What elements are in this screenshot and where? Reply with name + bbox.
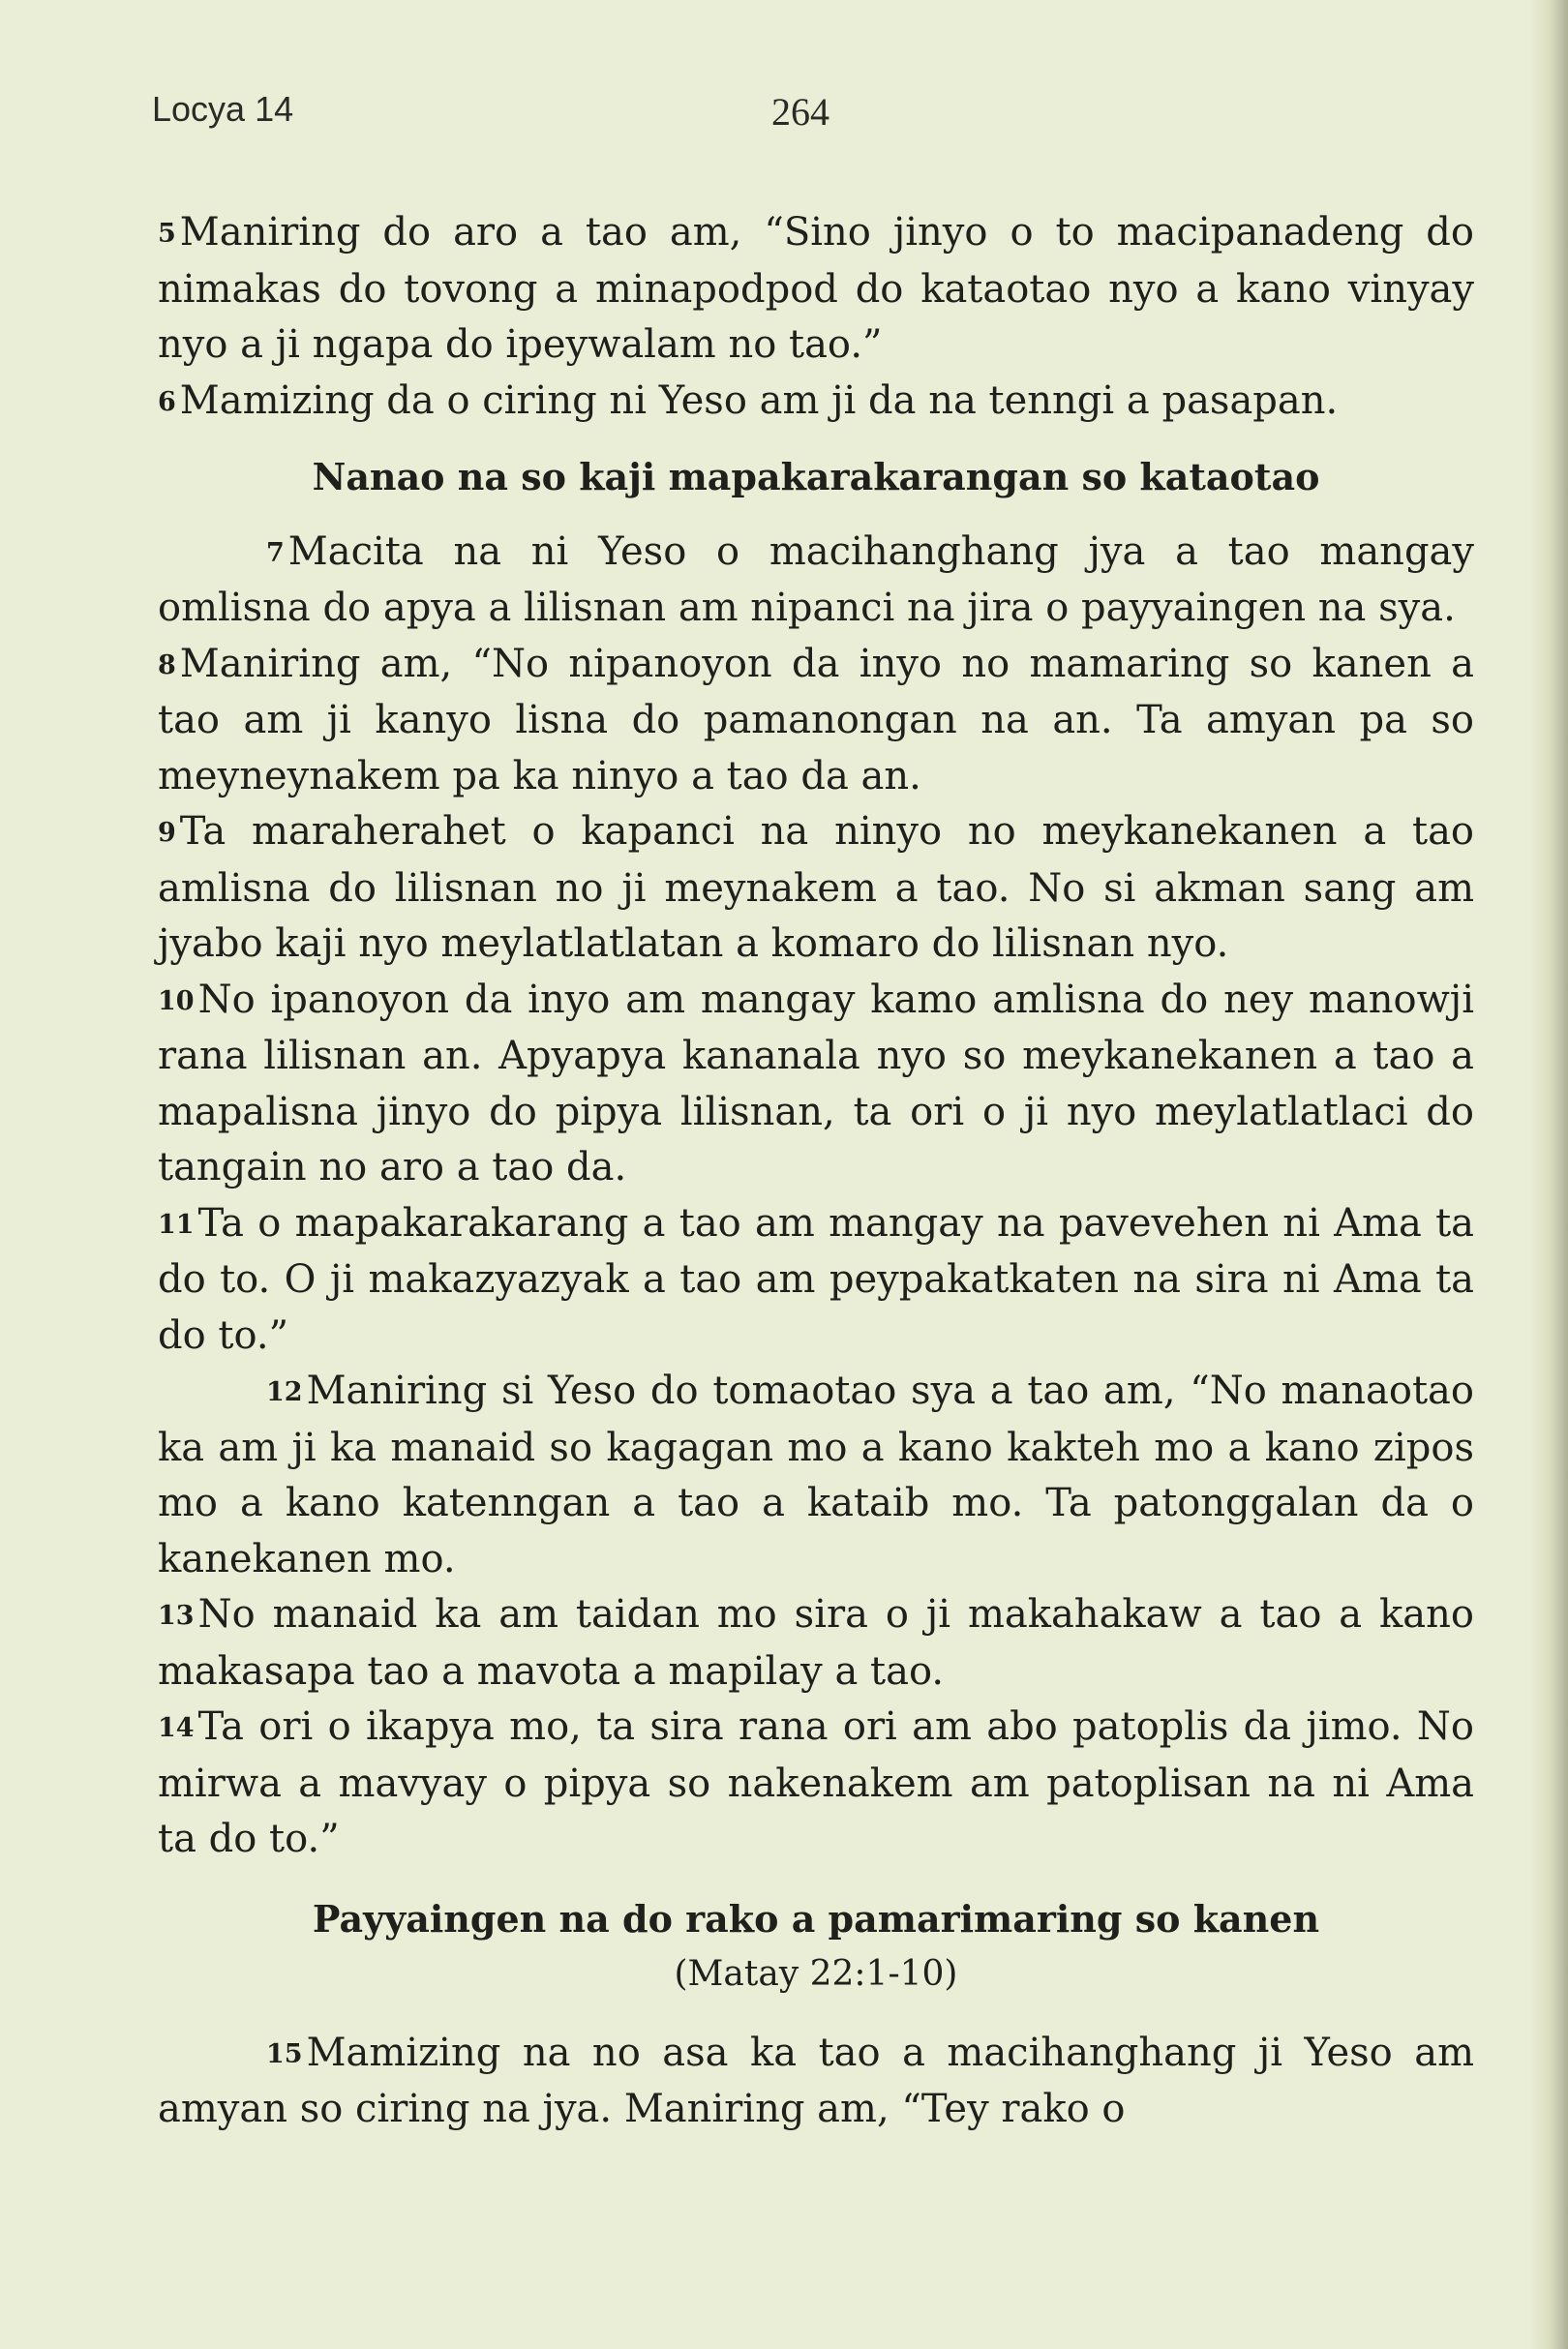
verse-text: Maniring si Yeso do tomaotao sya a tao am, “No manaotao ka am ji ka manaid so kagagan mo a kano kakteh mo a kano zipos mo a kano katenngan a tao a kataib mo. Ta patonggalan da o kanekanen mo. — [158, 1369, 1474, 1581]
verse-text: Ta maraherahet o kapanci na ninyo no meykanekanen a tao amlisna do lilisnan no ji meynakem a tao. No si akman sang am jyabo kaji nyo meylatlatlatan a komaro do lilisnan nyo. — [158, 809, 1474, 966]
verse-number: 14 — [158, 1713, 195, 1743]
verse-text: No manaid ka am taidan mo sira o ji makahakaw a tao a kano makasapa tao a mavota a mapilay a tao. — [158, 1592, 1474, 1694]
verse-number: 6 — [158, 386, 176, 417]
verse-6 — [158, 374, 1474, 431]
verse-14 — [158, 1700, 1474, 1868]
verse-number: 11 — [158, 1209, 195, 1240]
verse-text: Macita na ni Yeso o macihanghang jya a tao mangay omlisna do apya a lilisnan am nipanci na jira o payyaingen na sya. — [158, 528, 1474, 630]
running-head: Locya 14 — [152, 89, 294, 129]
verse-text: Mamizing na no asa ka tao a macihanghang ji Yeso am amyan so ciring na jya. Maniring am, “Tey rako o — [158, 2030, 1474, 2131]
verse-number: 10 — [158, 985, 195, 1016]
page-number: 264 — [771, 90, 829, 134]
verse-text: Maniring do aro a tao am, “Sino jinyo o to macipanadeng do nimakas do tovong a minapodpod do kataotao nyo a kano vinyay nyo a ji ngapa do ipeywalam no tao.” — [158, 210, 1474, 367]
verse-13 — [158, 1587, 1474, 1700]
verse-7 — [158, 525, 1474, 637]
page-header — [152, 89, 1488, 147]
verse-number: 12 — [266, 1377, 303, 1407]
verse-number: 5 — [158, 219, 176, 249]
verse-text: Ta o mapakarakarang a tao am mangay na pavevehen ni Ama ta do to. O ji makazyazyak a tao am peypakatkaten na sira ni Ama ta do to.” — [158, 1200, 1474, 1358]
verse-text: Ta ori o ikapya mo, ta sira rana ori am abo patoplis da jimo. No mirwa a mavyay o pipya so nakenakem am patoplisan na ni Ama ta do to.” — [158, 1704, 1474, 1861]
verse-number: 9 — [158, 818, 176, 848]
cross-reference: (Matay 22:1-10) — [674, 1954, 958, 1994]
verse-10 — [158, 973, 1474, 1196]
page-edge-shadow — [1529, 0, 1568, 2349]
verse-number: 8 — [158, 649, 176, 680]
verse-9 — [158, 804, 1474, 973]
verse-text: Mamizing da o ciring ni Yeso am ji da na tenngi a pasapan. — [179, 377, 1339, 423]
verse-15 — [158, 2026, 1474, 2138]
verse-5 — [158, 205, 1474, 374]
page-body — [158, 205, 1474, 2138]
verse-number: 15 — [266, 2038, 303, 2069]
verse-8 — [158, 637, 1474, 805]
verse-12 — [158, 1364, 1474, 1587]
verse-number: 7 — [266, 537, 285, 568]
section-heading: Nanao na so kaji mapakarakarangan so kataotao — [312, 455, 1320, 498]
verse-11 — [158, 1196, 1474, 1365]
verse-text: No ipanoyon da inyo am mangay kamo amlisna do ney manowji rana lilisnan an. Apyapya kananala nyo so meykanekanen a tao a mapalisna jinyo do pipya lilisnan, ta ori o ji nyo meylatlatlaci do tangain no aro a tao da. — [158, 977, 1474, 1190]
verse-text: Maniring am, “No nipanoyon da inyo no mamaring so kanen a tao am ji kanyo lisna do pamanongan na an. Ta amyan pa so meyneynakem pa ka ninyo a tao da an. — [158, 641, 1474, 798]
verse-number: 13 — [158, 1601, 195, 1631]
section-heading: Payyaingen na do rako a pamarimaring so kanen — [312, 1896, 1320, 1941]
